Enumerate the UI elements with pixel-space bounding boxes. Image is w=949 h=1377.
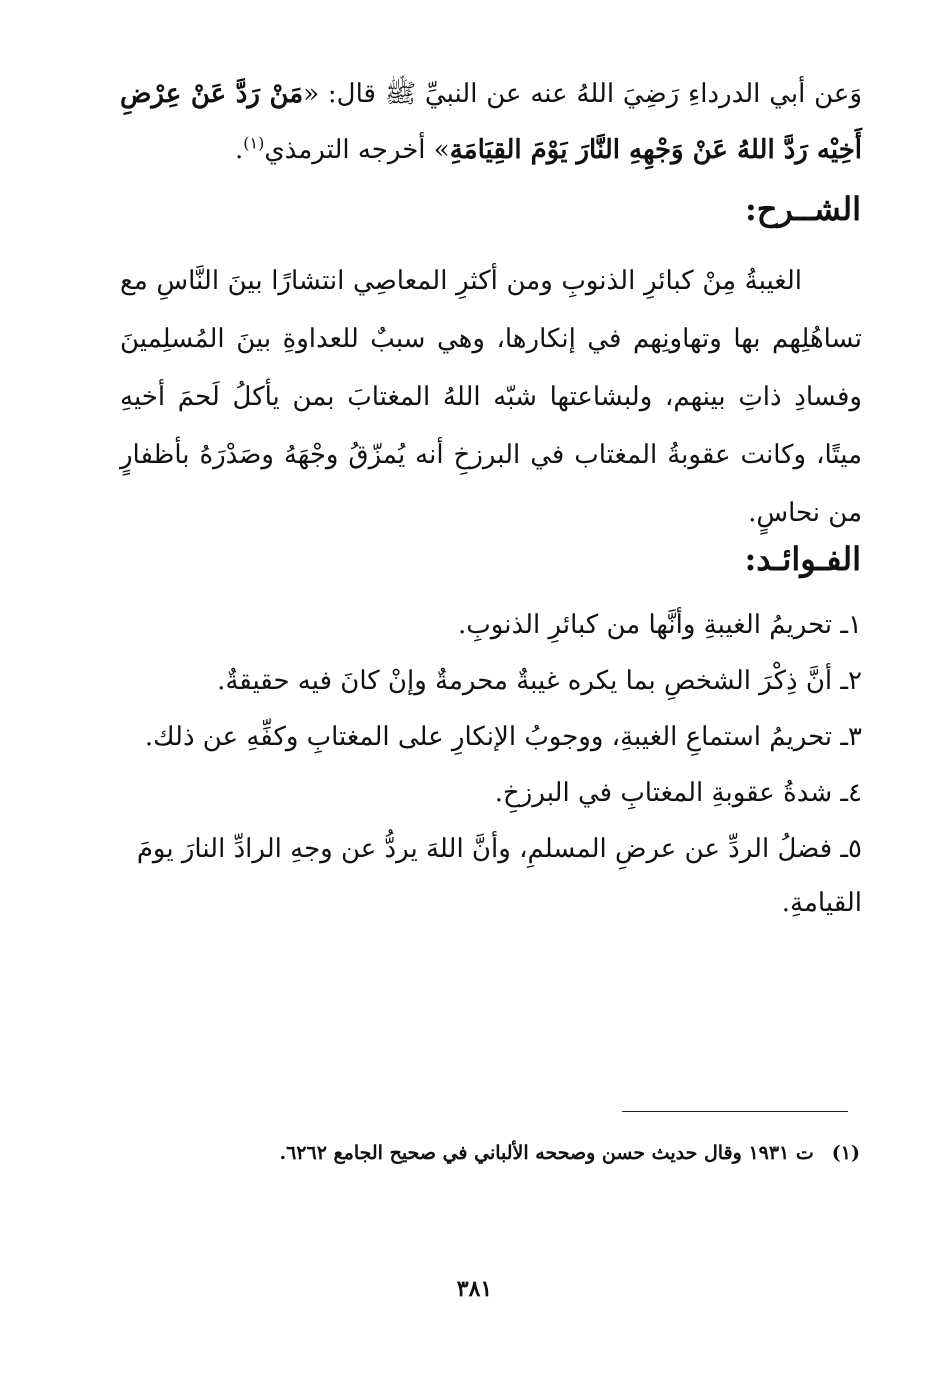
sharh-text: الغيبةُ مِنْ كبائرِ الذنوبِ ومن أكثرِ المعاصِي انتشارًا بينَ النَّاسِ مع تساهُلِهم بها وتهاونِهم في إنكارها، وهي سببٌ للعداوةِ بينَ المُسلِمينَ وفسادِ ذاتِ بينهم، ولبشاعتها شبّه اللهُ المغتابَ بمن يأكلُ لَحمَ أخيهِ ميتًا، وكانت عقوبةُ المغتاب في البرزخِ أنه يُمزّقُ وجْهَهُ وصَدْرَهُ بأظفارٍ من نحاسٍ. [120, 266, 862, 528]
footnote-text: ت ١٩٣١ وقال حديث حسن وصححه الألباني في صحيح الجامع ٦٢٦٢. [279, 1142, 814, 1164]
footnote-divider [622, 1111, 848, 1112]
sharh-paragraph [120, 252, 862, 542]
hadith-outro: » أخرجه الترمذي [264, 135, 450, 165]
benefit-item-4: ٤ـ شدةُ عقوبةِ المغتابِ في البرزخِ. [494, 778, 862, 808]
benefit-item-1: ١ـ تحريمُ الغيبةِ وأنَّها من كبائرِ الذنوبِ. [458, 610, 862, 640]
hadith-intro: وَعن أبي الدرداءِ رَضِيَ اللهُ عنه عن النبيِّ ﷺ قال: « [303, 79, 862, 109]
page-number: ٣٨١ [456, 1276, 493, 1302]
sharh-heading: الشــرح: [744, 190, 861, 228]
hadith-end: . [234, 135, 244, 165]
footnote-number: (١) [831, 1142, 860, 1164]
benefit-item-3: ٣ـ تحريمُ استماعِ الغيبةِ، ووجوبُ الإنكارِ على المغتابِ وكفِّهِ عن ذلك. [144, 722, 862, 752]
footnote [120, 1142, 860, 1164]
benefit-item-2: ٢ـ أنَّ ذِكْرَ الشخصِ بما يكره غيبةٌ محرمةٌ وإنْ كانَ فيه حقيقةٌ. [217, 666, 862, 696]
hadith-paragraph [120, 66, 862, 178]
benefits-list [120, 598, 862, 932]
benefit-item-5: ٥ـ فضلُ الردِّ عن عرضِ المسلمِ، وأنَّ اللهَ يردُّ عن وجهِ الرادِّ النارَ يومَ القيامةِ. [136, 834, 862, 918]
hadith-quote: مَنْ رَدَّ عَنْ عِرْضِ أَخِيْه رَدَّ اللهُ عَنْ وَجْهِهِ النَّارَ يَوْمَ القِيَامَةِ [120, 79, 862, 165]
fawaid-heading: الفـوائـد: [744, 540, 861, 578]
footnote-reference[interactable]: (١) [243, 133, 265, 153]
